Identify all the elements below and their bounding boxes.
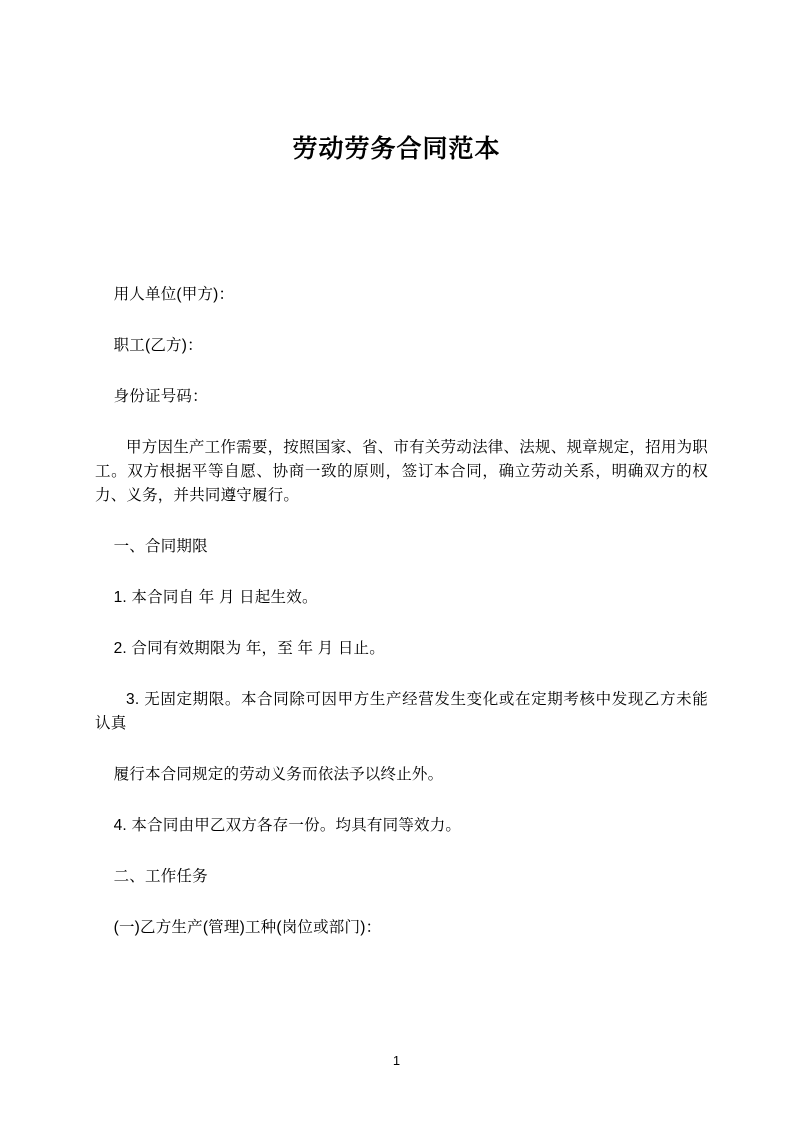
paragraph-clause-1-3-continued: 履行本合同规定的劳动义务而依法予以终止外。 — [113, 766, 444, 784]
paragraph-clause-1-4: 4. 本合同由甲乙双方各存一份。均具有同等效力。 — [113, 817, 462, 835]
paragraph-employer-field: 用人单位(甲方)： — [113, 286, 235, 303]
paragraph-clause-1-2: 2. 合同有效期限为 年，至 年 月 日止。 — [113, 640, 385, 658]
document-body — [95, 283, 708, 967]
heading-section-1: 一、合同期限 — [113, 538, 208, 556]
page-title: 劳动劳务合同范本 — [292, 135, 501, 163]
paragraph-preamble: 甲方因生产工作需要，按照国家、省、市有关劳动法律、法规、规章规定，招用为职工。双方根据平等自愿、协商一致的原则，签订本合同，确立劳动关系，明确双方的权力、义务，并共同遵守履行。 — [95, 439, 708, 505]
paragraph-id-number-field: 身份证号码： — [113, 388, 208, 406]
paragraph-clause-1-1: 1. 本合同自 年 月 日起生效。 — [113, 589, 318, 607]
page-number: 1 — [392, 1053, 401, 1068]
paragraph-clause-2-1: (一)乙方生产(管理)工种(岗位或部门)： — [113, 919, 382, 937]
paragraph-employee-field: 职工(乙方)： — [113, 337, 203, 355]
heading-section-2: 二、工作任务 — [113, 868, 208, 886]
paragraph-clause-1-3: 3. 无固定期限。本合同除可因甲方生产经营发生变化或在定期考核中发现乙方未能认真 — [95, 691, 708, 733]
